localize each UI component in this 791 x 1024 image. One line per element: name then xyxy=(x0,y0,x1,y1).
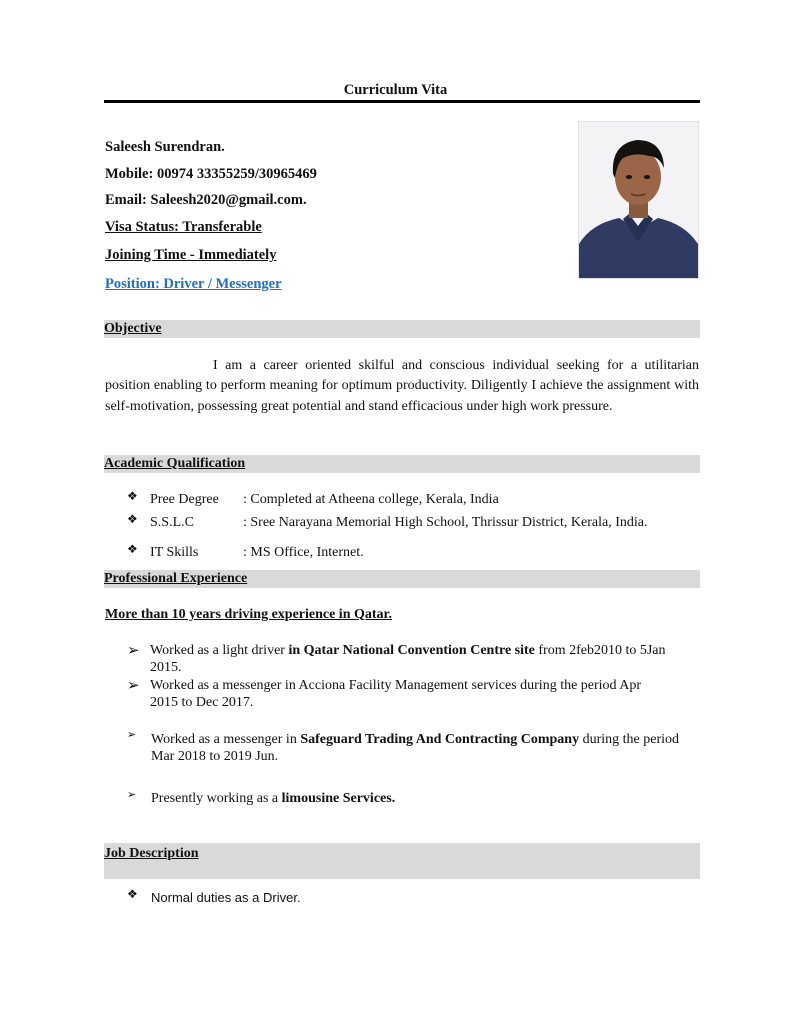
visa-status: Visa Status: Transferable xyxy=(105,219,262,235)
position-link[interactable]: Position: Driver / Messenger xyxy=(105,276,282,292)
academic-value: : MS Office, Internet. xyxy=(243,545,364,560)
diamond-bullet-icon: ❖ xyxy=(127,887,138,901)
diamond-bullet-icon: ❖ xyxy=(127,512,138,526)
experience-item: Presently working as a limousine Services. xyxy=(151,791,396,806)
title-rule xyxy=(104,100,700,103)
mobile-number: Mobile: 00974 33355259/30965469 xyxy=(105,166,317,182)
academic-label: Pree Degree xyxy=(150,492,219,507)
arrow-bullet-icon: ➢ xyxy=(127,729,137,741)
academic-value: : Sree Narayana Memorial High School, Thrissur District, Kerala, India. xyxy=(243,515,648,530)
academic-label: S.S.L.C xyxy=(150,515,194,530)
experience-item: Worked as a messenger in Acciona Facility Management services during the period Apr 2015 to Dec 2017. xyxy=(150,678,642,710)
document-title: Curriculum Vita xyxy=(343,82,448,98)
objective-heading: Objective xyxy=(104,321,162,336)
experience-item: Worked as a messenger in Safeguard Trading And Contracting Company during the period Mar 2018 to 2019 Jun. xyxy=(151,732,679,764)
joining-time: Joining Time - Immediately xyxy=(105,247,277,263)
objective-section-bar xyxy=(104,320,700,338)
arrow-bullet-icon: ➢ xyxy=(127,789,137,801)
job-heading: Job Description xyxy=(104,846,199,861)
professional-section-bar xyxy=(104,570,700,588)
objective-text: I am a career oriented skilful and conscious individual seeking for a utilitarian position enabling to perform meaning for optimum productivity. Diligently I achieve the assignment with self-motivation, possessing great potential and stand efficacious under high work pressure. xyxy=(105,358,699,414)
job-item: Normal duties as a Driver. xyxy=(151,890,301,905)
experience-subheading: More than 10 years driving experience in Qatar. xyxy=(105,607,392,622)
professional-heading: Professional Experience xyxy=(104,571,248,586)
job-section-bar xyxy=(104,843,700,879)
arrow-bullet-icon: ➢ xyxy=(127,643,140,659)
email-address: Email: Saleesh2020@gmail.com. xyxy=(105,192,307,208)
academic-heading: Academic Qualification xyxy=(104,456,246,471)
academic-value: : Completed at Atheena college, Kerala, India xyxy=(243,492,499,507)
diamond-bullet-icon: ❖ xyxy=(127,542,138,556)
experience-item: Worked as a light driver in Qatar National Convention Centre site from 2feb2010 to 5Jan 2015. xyxy=(150,643,666,675)
diamond-bullet-icon: ❖ xyxy=(127,489,138,503)
academic-label: IT Skills xyxy=(150,545,199,560)
person-photo-icon xyxy=(579,122,698,278)
academic-section-bar xyxy=(104,455,700,473)
profile-photo xyxy=(578,121,699,279)
applicant-name: Saleesh Surendran. xyxy=(105,139,225,155)
arrow-bullet-icon: ➢ xyxy=(127,678,140,694)
